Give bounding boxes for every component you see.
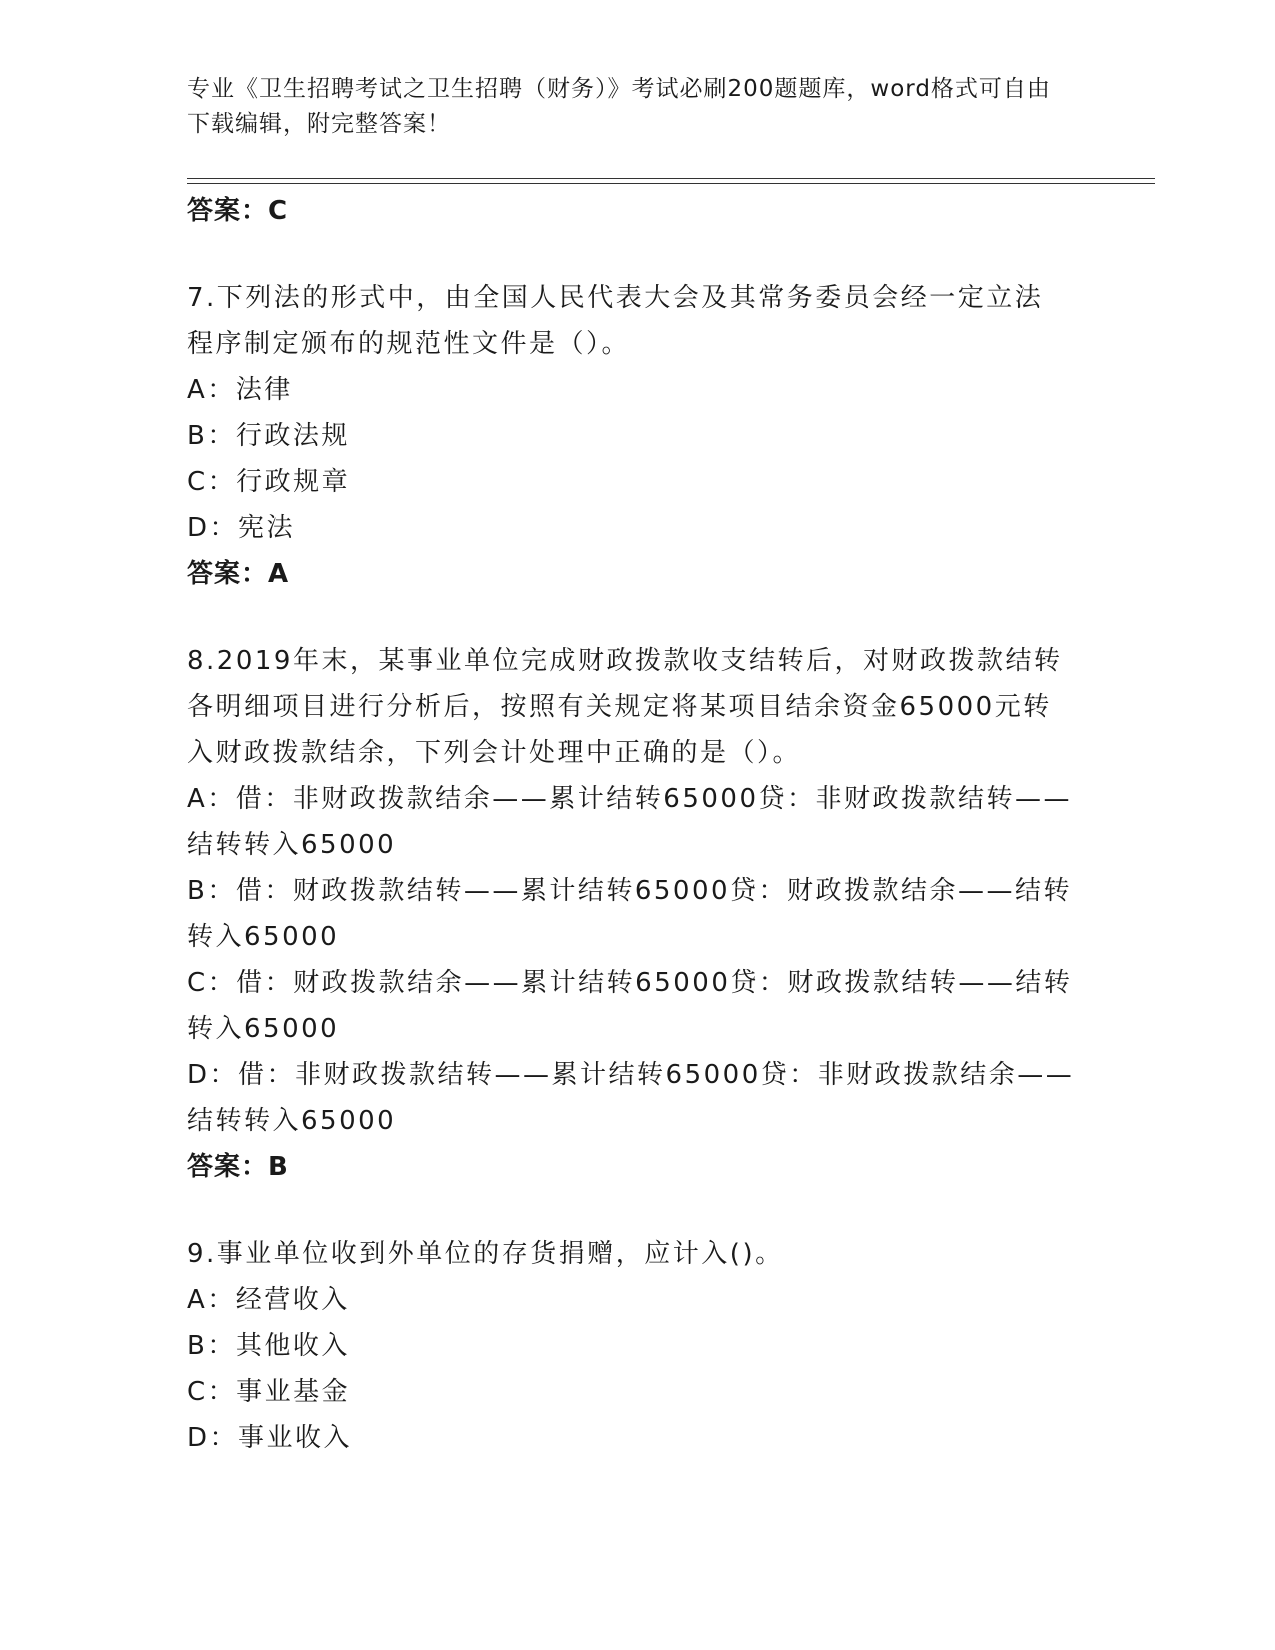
option-a: A：经营收入 bbox=[187, 1285, 350, 1315]
question-7 bbox=[187, 275, 1077, 597]
option-b: B：其他收入 bbox=[187, 1331, 350, 1361]
question-stem-line: 入财政拨款结余，下列会计处理中正确的是（）。 bbox=[187, 738, 802, 768]
option-c-cont: 转入65000 bbox=[187, 1014, 340, 1044]
document-body bbox=[187, 188, 1077, 1461]
question-stem-line: 各明细项目进行分析后，按照有关规定将某项目结余资金65000元转 bbox=[187, 692, 1052, 722]
option-b-cont: 转入65000 bbox=[187, 922, 340, 952]
option-b: B：借：财政拨款结转——累计结转65000贷：财政拨款结余——结转 bbox=[187, 876, 1073, 906]
option-b: B：行政法规 bbox=[187, 421, 350, 451]
question-9 bbox=[187, 1231, 1077, 1461]
question-stem-line: 7.下列法的形式中，由全国人民代表大会及其常务委员会经一定立法 bbox=[187, 283, 1044, 313]
question-8 bbox=[187, 638, 1077, 1190]
option-d: D：借：非财政拨款结转——累计结转65000贷：非财政拨款结余—— bbox=[187, 1060, 1075, 1090]
question-stem-line: 8.2019年末，某事业单位完成财政拨款收支结转后，对财政拨款结转 bbox=[187, 646, 1063, 676]
option-d: D：宪法 bbox=[187, 513, 296, 543]
header-rule-bottom bbox=[187, 183, 1155, 184]
question-stem-line: 9.事业单位收到外单位的存货捐赠，应计入()。 bbox=[187, 1239, 784, 1269]
option-a-cont: 结转转入65000 bbox=[187, 830, 397, 860]
option-d: D：事业收入 bbox=[187, 1423, 353, 1453]
header-rule-top bbox=[187, 178, 1155, 179]
option-a: A：借：非财政拨款结余——累计结转65000贷：非财政拨款结转—— bbox=[187, 784, 1072, 814]
option-d-cont: 结转转入65000 bbox=[187, 1106, 397, 1136]
option-c: C：借：财政拨款结余——累计结转65000贷：财政拨款结转——结转 bbox=[187, 968, 1073, 998]
option-c: C：事业基金 bbox=[187, 1377, 351, 1407]
page-header: 专业《卫生招聘考试之卫生招聘（财务）》考试必刷200题题库，word格式可自由下载编辑，附完整答案！ bbox=[187, 76, 1051, 137]
option-c: C：行政规章 bbox=[187, 467, 351, 497]
question-stem-line: 程序制定颁布的规范性文件是（）。 bbox=[187, 329, 631, 359]
option-a: A：法律 bbox=[187, 375, 293, 405]
answer: 答案：B bbox=[187, 1152, 289, 1182]
answer: 答案：A bbox=[187, 559, 290, 589]
previous-answer: 答案：C bbox=[187, 196, 289, 226]
